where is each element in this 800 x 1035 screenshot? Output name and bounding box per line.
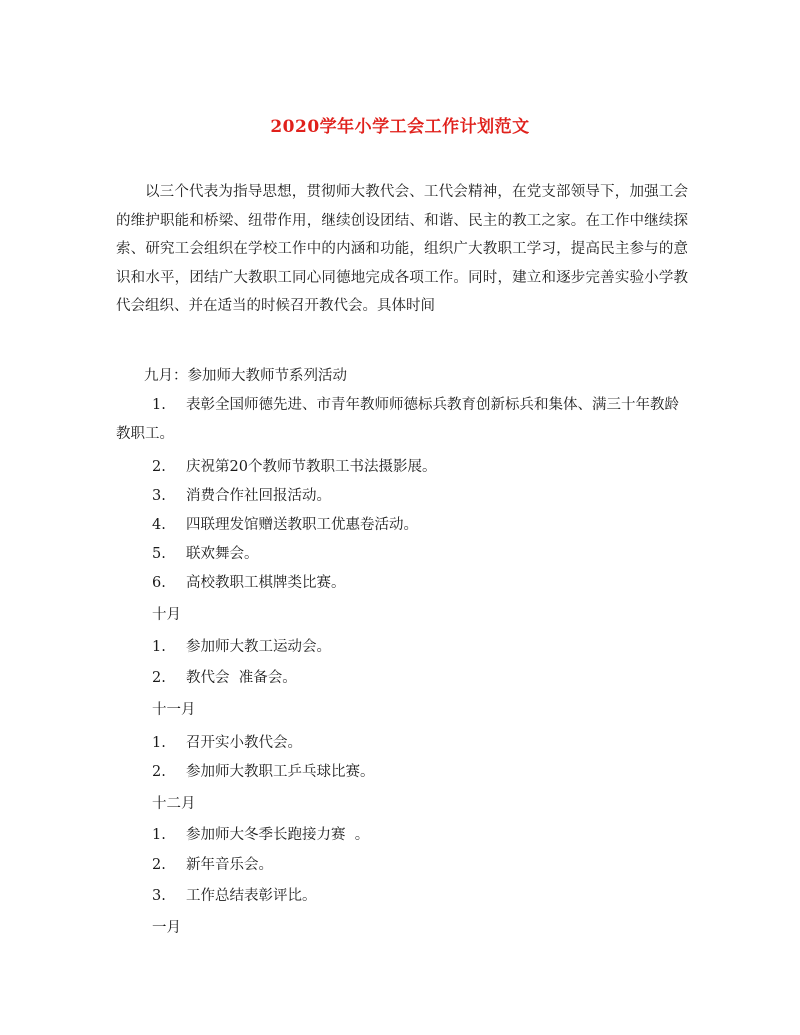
list-item-text: 教代会 准备会。 xyxy=(186,670,297,686)
list-item-number: 1. xyxy=(152,639,166,655)
list-item-number: 4. xyxy=(152,517,166,533)
list-item-text: 消费合作社回报活动。 xyxy=(186,488,331,504)
list-item-text: 参加师大冬季长跑接力赛 。 xyxy=(186,827,370,843)
list-item-number: 6. xyxy=(152,575,166,591)
list-item xyxy=(152,825,724,845)
list-item xyxy=(152,855,724,875)
list-item-text: 庆祝第20个教师节教职工书法摄影展。 xyxy=(186,459,437,475)
list-item-text: 高校教职工棋牌类比赛。 xyxy=(186,575,346,591)
list-item-number: 1. xyxy=(152,735,166,751)
document-title: 2020学年小学工会工作计划范文 xyxy=(270,117,530,137)
list-item-number: 2. xyxy=(152,764,166,780)
list-item xyxy=(152,573,724,593)
list-item xyxy=(152,668,724,688)
list-item-number: 3. xyxy=(152,888,166,904)
list-item xyxy=(152,544,724,564)
list-item-text: 参加师大教职工乒乓球比赛。 xyxy=(186,764,375,780)
list-item-text: 表彰全国师德先进、市青年教师师德标兵教育创新标兵和集体、满三十年教龄教职工。 xyxy=(116,397,679,442)
list-item xyxy=(152,762,724,782)
month-heading-october: 十月 xyxy=(152,607,181,623)
list-item-number: 1. xyxy=(152,827,166,843)
list-item xyxy=(152,637,724,657)
list-item-number: 5. xyxy=(152,546,166,562)
list-item-text: 工作总结表彰评比。 xyxy=(186,888,317,904)
list-item xyxy=(152,486,724,506)
list-item-number: 3. xyxy=(152,488,166,504)
list-item-text: 联欢舞会。 xyxy=(186,546,259,562)
list-item-text: 参加师大教工运动会。 xyxy=(186,639,331,655)
list-item xyxy=(152,457,724,477)
month-heading-january: 一月 xyxy=(152,920,181,936)
list-item xyxy=(152,515,724,535)
month-heading-november: 十一月 xyxy=(152,702,196,718)
list-item-number: 1. xyxy=(152,397,166,413)
list-item-text: 召开实小教代会。 xyxy=(186,735,302,751)
list-item-text: 四联理发馆赠送教职工优惠卷活动。 xyxy=(186,517,418,533)
list-item-number: 2. xyxy=(152,670,166,686)
list-item-number: 2. xyxy=(152,857,166,873)
month-heading-december: 十二月 xyxy=(152,796,196,812)
list-item xyxy=(152,733,724,753)
intro-paragraph: 以三个代表为指导思想，贯彻师大教代会、工代会精神，在党支部领导下，加强工会的维护职能和桥梁、纽带作用，继续创设团结、和谐、民主的教工之家。在工作中继续探索、研究工会组织在学校工作中的内涵和功能，组织广大教职工学习，提高民主参与的意识和水平，团结广大教职工同心同德地完成各项工作。同时，建立和逐步完善实验小学教代会组织、并在适当的时候召开教代会。具体时间 xyxy=(116,184,688,315)
list-item-text: 新年音乐会。 xyxy=(186,857,273,873)
month-heading-september: 九月：参加师大教师节系列活动 xyxy=(144,368,347,384)
list-item xyxy=(116,391,688,448)
list-item-number: 2. xyxy=(152,459,166,475)
list-item xyxy=(152,886,724,906)
